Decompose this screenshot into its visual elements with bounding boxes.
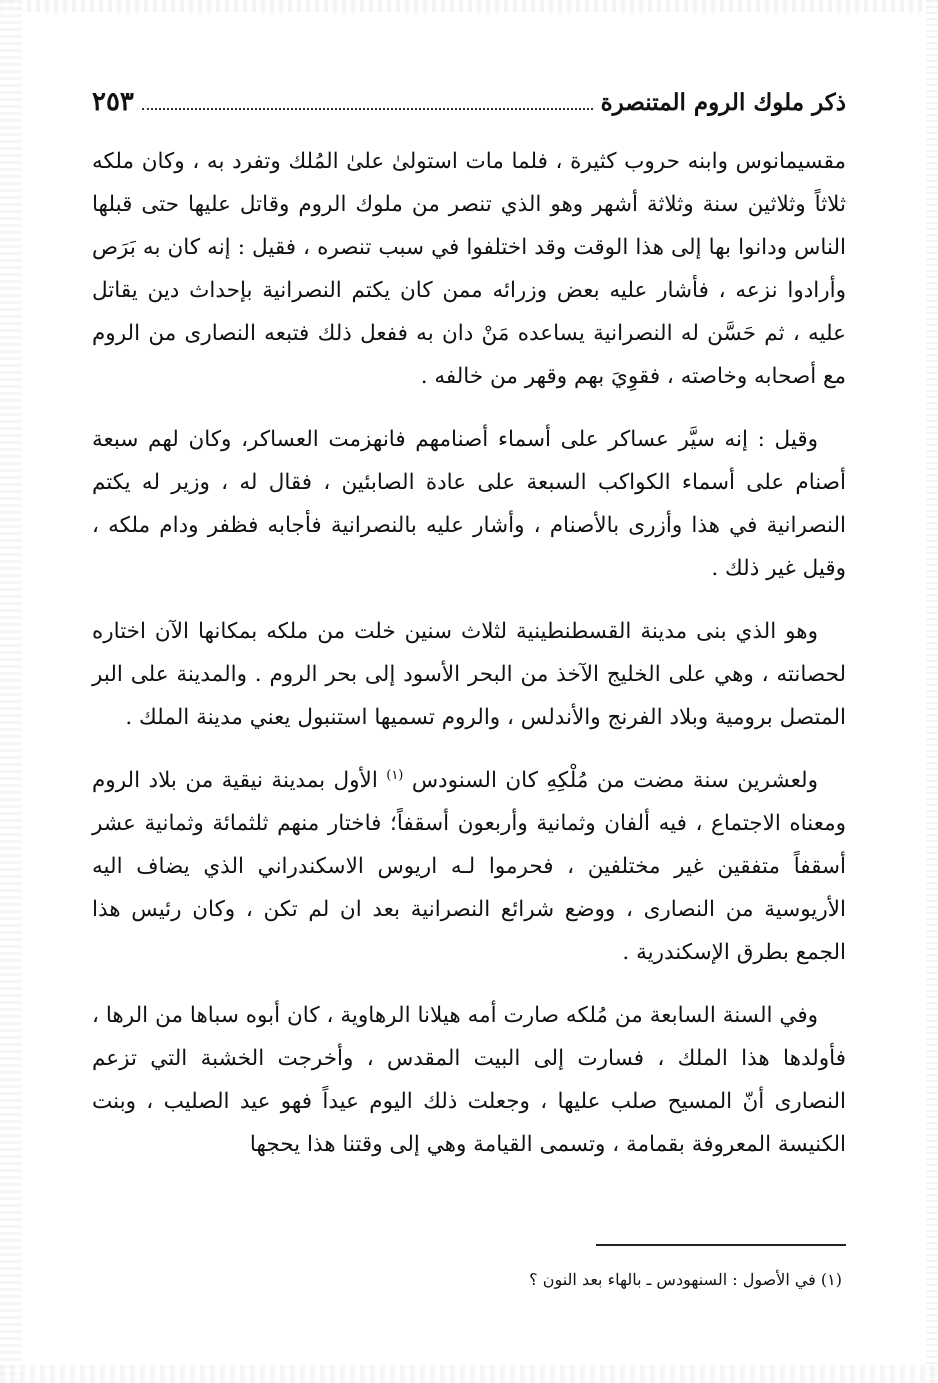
- footnote-reference[interactable]: (١): [386, 767, 404, 783]
- paragraph-2: وقيل : إنه سيَّر عساكر على أسماء أصنامهم فانهزمت العساكر، وكان لهم سبعة أصنام على أسماء الكواكب السبعة على عادة الصابئين ، فقال له ، وزير له يكتم النصرانية في هذا وأزرى بالأصنام ، وأشار عليه بالنصرانية فأجابه فظفر ودام ملكه ، وقيل غير ذلك .: [92, 427, 846, 581]
- body-text: [92, 140, 846, 1186]
- paragraph-4: [92, 759, 846, 974]
- scan-edge-top: [0, 0, 938, 12]
- footnote-divider: [596, 1244, 846, 1246]
- paragraph-3: وهو الذي بنى مدينة القسطنطينية لثلاث سنين خلت من ملكه بمكانها الآن اختاره لحصانته ، وهي على الخليج الآخذ من البحر الأسود إلى بحر الروم . والمدينة على البر المتصل برومية وبلاد الفرنج والأندلس ، والروم تسميها استنبول يعني مدينة الملك .: [92, 619, 846, 730]
- page-number: ٢٥٣: [92, 87, 134, 117]
- footnote: (١) في الأصول : السنهودس ـ بالهاء بعد النون ؟: [529, 1270, 842, 1289]
- header-leader-dots: [142, 108, 593, 110]
- paragraph-1: مقسيمانوس وابنه حروب كثيرة ، فلما مات استولىٰ علىٰ المُلك وتفرد به ، وكان ملكه ثلاثاً وثلاثين سنة وثلاثة أشهر وهو الذي تنصر من ملوك الروم وقاتل عليها حتى قبلها الناس ودانوا بها إلى هذا الوقت وقد اختلفوا في سبب تنصره ، فقيل : إنه كان به بَرَص وأرادوا نزعه ، فأشار عليه بعض وزرائه ممن كان يكتم النصرانية بإحداث دين يقاتل عليه ، ثم حَسَّن له النصرانية يساعده مَنْ دان به ففعل ذلك فتبعه النصارى من الروم مع أصحابه وخاصته ، فقوِيَ بهم وقهر من خالفه .: [92, 149, 846, 389]
- paragraph-4-rest: الأول بمدينة نيقية من بلاد الروم ومعناه الاجتماع ، فيه ألفان وثمانية وأربعون أسقفاً؛ فاختار منهم ثلثمائة وثمانية عشر أسقفاً متفقين غير مختلفين ، فحرموا لـه اريوس الاسكندراني الذي يضاف اليه الأريوسية من النصارى ، ووضع شرائع النصرانية بعد ان لم تكن ، وكان رئيس هذا الجمع بطرق الإسكندرية .: [92, 768, 846, 965]
- paragraph-5: وفي السنة السابعة من مُلكه صارت أمه هيلانا الرهاوية ، كان أبوه سباها من الرها ، فأولدها هذا الملك ، فسارت إلى البيت المقدس ، وأخرجت الخشبة التي تزعم النصارى أنّ المسيح صلب عليها ، وجعلت ذلك اليوم عيداً فهو عيد الصليب ، وبنت الكنيسة المعروفة بقمامة ، وتسمى القيامة وهي إلى وقتنا هذا يحجها: [92, 1003, 846, 1157]
- running-title: ذكر ملوك الروم المتنصرة: [600, 88, 846, 116]
- page-header: [92, 80, 846, 124]
- scan-edge-left: [0, 0, 22, 1383]
- scan-edge-bottom: [0, 1365, 938, 1383]
- paragraph-4-start: ولعشرين سنة مضت من مُلْكِهِ كان السنودس: [411, 768, 818, 793]
- scan-edge-right: [926, 0, 938, 1383]
